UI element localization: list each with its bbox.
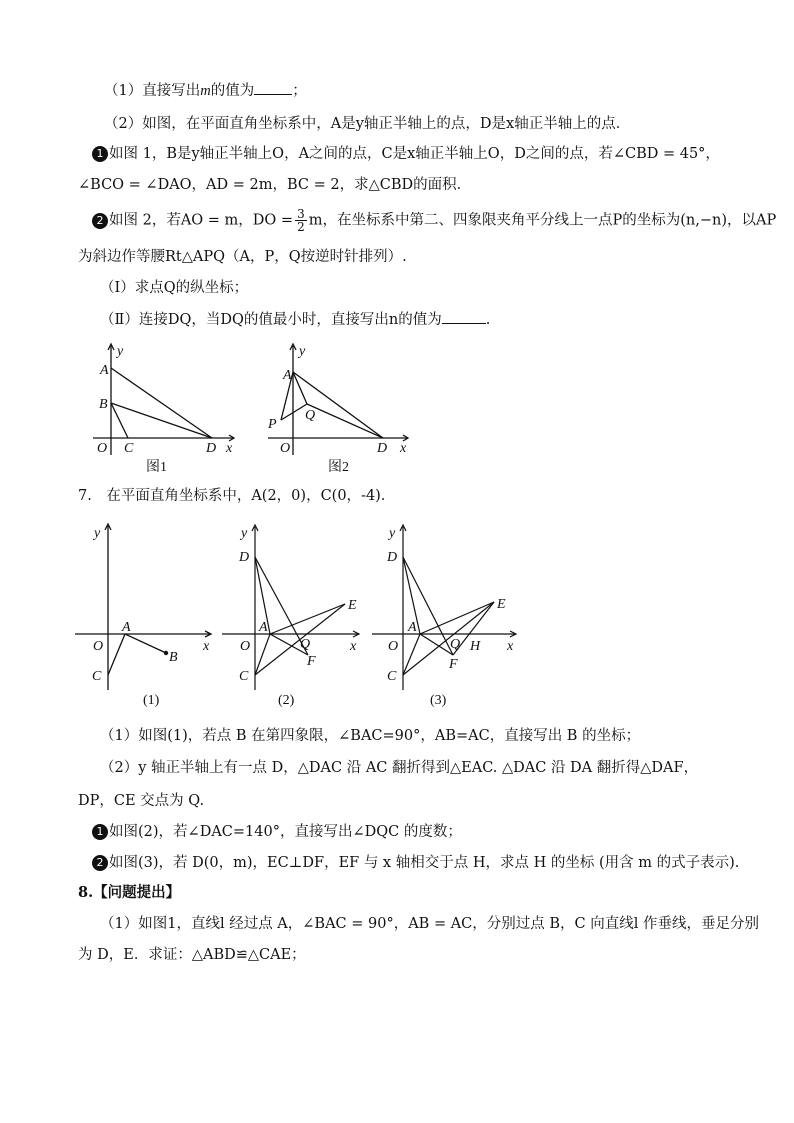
q8-line2: 为 D，E．求证：△ABD≌△CAE；	[78, 947, 306, 963]
label-x: x	[350, 639, 357, 654]
label-O: O	[97, 441, 108, 456]
segment-AE	[420, 602, 494, 634]
label-O: O	[280, 441, 291, 456]
label-H: H	[470, 639, 481, 654]
label-O: O	[388, 639, 399, 654]
label-D: D	[239, 550, 250, 565]
circled-number-1: 1	[92, 146, 108, 162]
q6-part1: （1）直接写出m的值为 ；	[104, 80, 307, 101]
label-x: x	[203, 639, 210, 654]
label-x: x	[400, 441, 407, 456]
circled-number-1: 1	[92, 824, 108, 840]
circled-number-2: 2	[92, 213, 108, 229]
label-y: y	[299, 344, 306, 359]
q6-sub2-line2: 为斜边作等腰Rt△APQ（A，P，Q按逆时针排列）.	[78, 249, 407, 265]
label-y: y	[241, 526, 248, 541]
label-D: D	[377, 441, 388, 456]
label-C: C	[92, 669, 102, 684]
label-B: B	[99, 397, 108, 412]
caption-1: (1)	[143, 693, 160, 708]
q7-part2-line2: DP，CE 交点为 Q.	[78, 793, 205, 809]
label-y: y	[117, 344, 124, 359]
label-A: A	[283, 368, 292, 383]
q6-sub1-line2: ∠BCO = ∠DAO，AD = 2m，BC = 2，求△CBD的面积．	[78, 177, 472, 193]
label-Q: Q	[305, 408, 316, 423]
label-x: x	[226, 441, 233, 456]
circled-number-2: 2	[92, 855, 108, 871]
q6-sub2-line1: 2 如图 2，若AO = m，DO = $\frac{3}{2}$ m，在坐标系中第二、四象限夹角平分线上一点P的坐标为(n,−n)，以AP	[92, 208, 776, 233]
q6-sub1-line1: 1 如图 1，B是y轴正半轴上O，A之间的点，C是x轴正半轴上O，D之间的点，若∠CBD = 45°，	[92, 144, 720, 164]
q7-title: 7. 在平面直角坐标系中，A(2，0)，C(0，-4)．	[78, 488, 396, 504]
label-F: F	[307, 654, 316, 669]
label-x: x	[507, 639, 514, 654]
q7-sub1: 1 如图(2)，若∠DAC=140°，直接写出∠DQC 的度数；	[92, 822, 462, 842]
caption-3: (3)	[430, 693, 447, 708]
label-C: C	[239, 669, 249, 684]
q7-part1: （1）如图(1)，若点 B 在第四象限，∠BAC=90°，AB=AC，直接写出 B 的坐标；	[100, 728, 641, 744]
fraction-three-halves: $\frac{3}{2}$	[297, 207, 305, 234]
caption-fig2: 图2	[328, 460, 349, 475]
label-D: D	[206, 441, 217, 456]
q7-part2-line1: （2）y 轴正半轴上有一点 D，△DAC 沿 AC 翻折得到△EAC. △DAC 沿 DA 翻折得△DAF，	[100, 760, 699, 776]
label-B: B	[169, 650, 178, 665]
label-y: y	[389, 526, 396, 541]
label-A: A	[408, 620, 417, 635]
label-O: O	[240, 639, 251, 654]
q6-item-ii: （Ⅱ）连接DQ，当DQ的值最小时，直接写出n的值为 .	[100, 309, 490, 330]
label-C: C	[124, 441, 134, 456]
caption-fig1: 图1	[146, 460, 167, 475]
label-O: O	[93, 639, 104, 654]
label-E: E	[497, 597, 506, 612]
q7-sub2: 2 如图(3)，若 D(0，m)，EC⊥DF，EF 与 x 轴相交于点 H，求点 H 的坐标 (用含 m 的式子表示).	[92, 853, 739, 873]
q8-title: 8.【问题提出】	[78, 884, 181, 901]
q8-line1: （1）如图1，直线l 经过点 A，∠BAC = 90°，AB = AC，分别过点 B，C 向直线l 作垂线，垂足分别	[100, 916, 759, 932]
label-A: A	[259, 620, 268, 635]
label-E: E	[348, 598, 357, 613]
label-y: y	[94, 526, 101, 541]
label-A: A	[100, 363, 109, 378]
label-C: C	[387, 669, 397, 684]
label-Q: Q	[450, 637, 461, 652]
q6-part2: （2）如图，在平面直角坐标系中，A是y轴正半轴上的点，D是x轴正半轴上的点．	[104, 116, 631, 132]
label-D: D	[387, 550, 398, 565]
label-F: F	[449, 657, 458, 672]
q6-item-i: （Ⅰ）求点Q的纵坐标；	[100, 280, 249, 296]
label-Q: Q	[300, 637, 311, 652]
caption-2: (2)	[278, 693, 295, 708]
label-A: A	[122, 620, 131, 635]
label-P: P	[268, 417, 277, 432]
